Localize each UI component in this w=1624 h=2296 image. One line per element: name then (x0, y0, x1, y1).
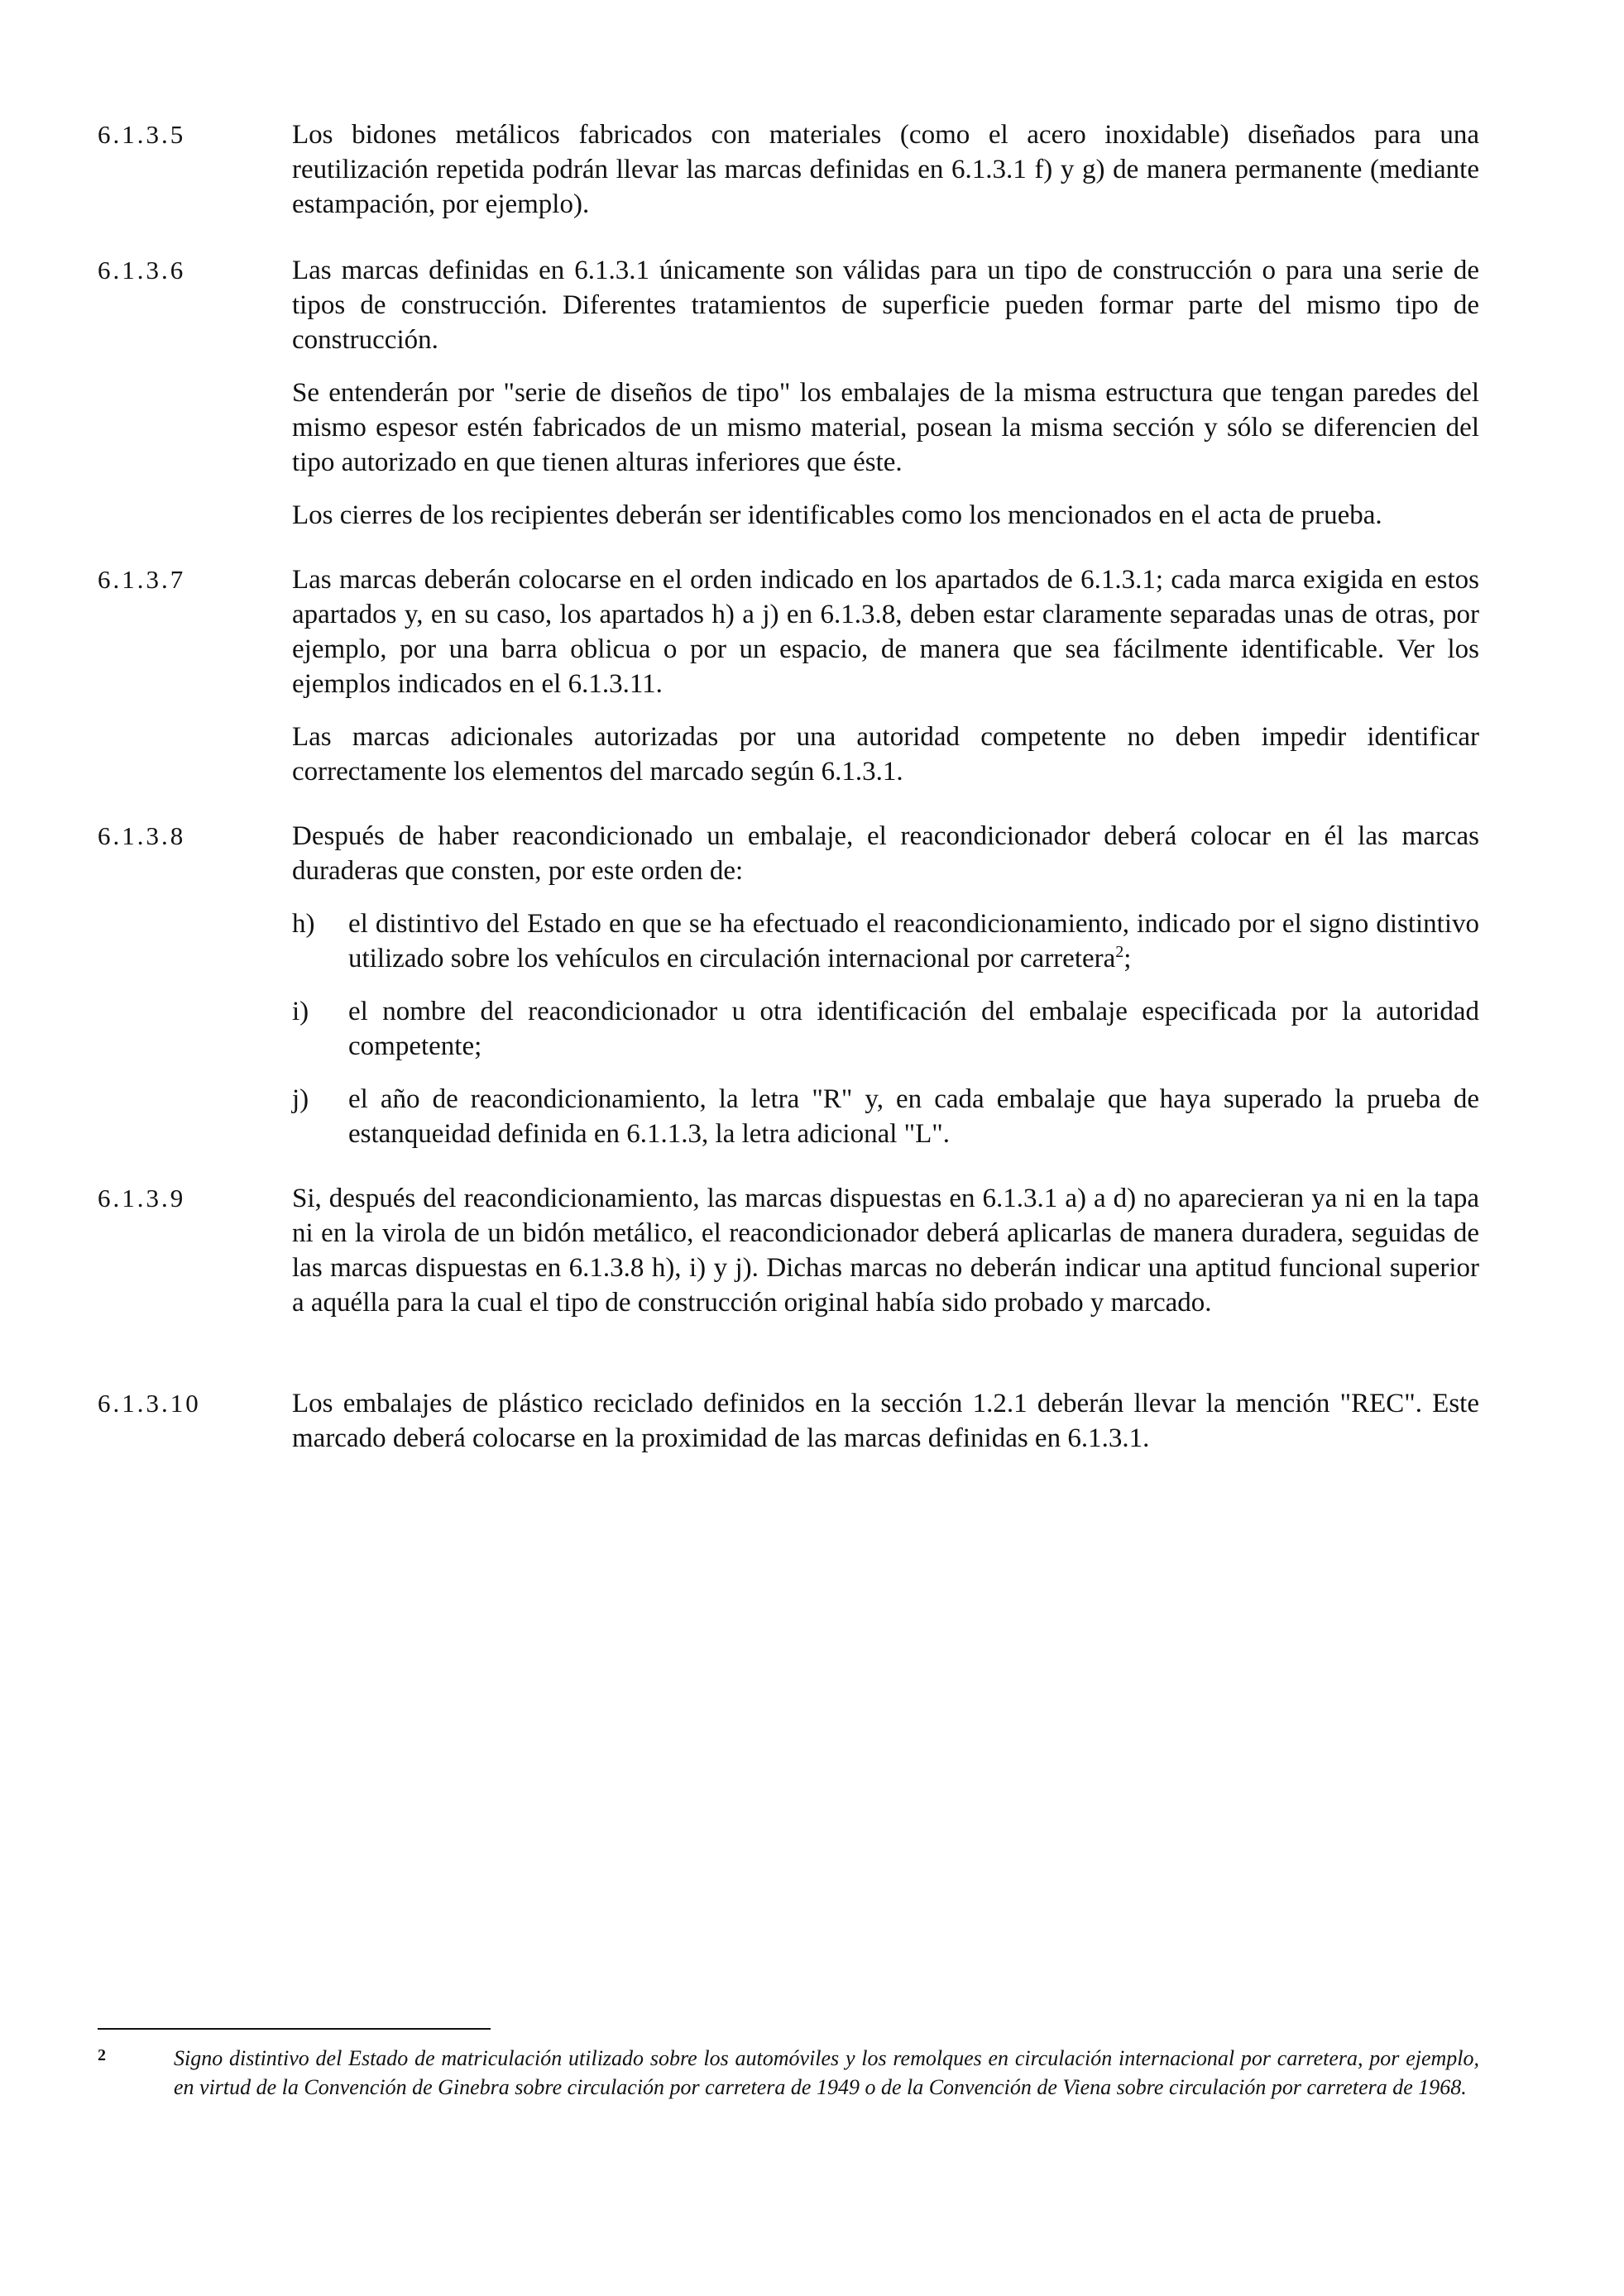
footnote-number: 2 (98, 2046, 106, 2064)
section-number: 6.1.3.10 (98, 1389, 201, 1418)
paragraph: Si, después del reacondicionamiento, las marcas dispuestas en 6.1.3.1 a) a d) no aparecieran ya ni en la tapa ni en la virola de un bidón metálico, el reacondicionador deberá aplicarlas de manera duradera, seguidas de las marcas dispuestas en 6.1.3.8 h), i) y j). Dichas marcas no deberán indicar una aptitud funcional superior a aquélla para la cual el tipo de construcción original había sido probado y marcado. (292, 1184, 1479, 1318)
list-item (292, 994, 1479, 1064)
item-text-body: el distintivo del Estado en que se ha efectuado el reacondicionamiento, indicado por el signo distintivo utilizado sobre los vehículos en circulación internacional por carretera (348, 909, 1479, 973)
section-number: 6.1.3.6 (98, 256, 186, 285)
item-label: i) (292, 997, 309, 1026)
item-text (348, 906, 1479, 976)
footnote-divider (98, 2028, 491, 2030)
paragraph: Se entenderán por "serie de diseños de tipo" los embalajes de la misma estructura que tengan paredes del mismo espesor estén fabricados de un mismo material, posean la misma sección y sólo se diferencien del tipo autorizado en que tienen alturas inferiores que éste. (292, 378, 1479, 477)
section-body (292, 819, 1479, 1170)
item-text: el año de reacondicionamiento, la letra "R" y, en cada embalaje que haya superado la prueba de estanqueidad definida en 6.1.1.3, la letra adicional "L". (348, 1084, 1479, 1149)
item-text: el nombre del reacondicionador u otra identificación del embalaje especificada por la autoridad competente; (348, 997, 1479, 1061)
section-number: 6.1.3.9 (98, 1184, 186, 1213)
section-number: 6.1.3.7 (98, 565, 186, 594)
section-number: 6.1.3.5 (98, 120, 186, 149)
footnote-reference[interactable]: 2 (1115, 943, 1124, 961)
paragraph: Las marcas deberán colocarse en el orden indicado en los apartados de 6.1.3.1; cada marca exigida en estos apartados y, en su caso, los apartados h) a j) en 6.1.3.8, deben estar claramente separadas unas de otras, por ejemplo, por una barra oblicua o por un espacio, de manera que sea fácilmente identificable. Ver los ejemplos indicados en el 6.1.3.11. (292, 565, 1479, 699)
section-body (292, 253, 1479, 551)
footnote-text: Signo distintivo del Estado de matriculación utilizado sobre los automóviles y los remolques en circulación internacional por carretera, por ejemplo, en virtud de la Convención de Ginebra sobre circulación por carretera de 1949 o de la Convención de Viena sobre circulación por carretera de 1968. (174, 2046, 1479, 2099)
list-item (292, 1082, 1479, 1151)
section-body (292, 1181, 1479, 1338)
item-label: h) (292, 909, 315, 939)
paragraph: Los embalajes de plástico reciclado definidos en la sección 1.2.1 deberán llevar la mención "REC". Este marcado deberá colocarse en la proximidad de las marcas definidas en 6.1.3.1. (292, 1389, 1479, 1453)
paragraph: Las marcas adicionales autorizadas por una autoridad competente no deben impedir identificar correctamente los elementos del marcado según 6.1.3.1. (292, 722, 1479, 787)
section-body (292, 117, 1479, 240)
paragraph: Después de haber reacondicionado un embalaje, el reacondicionador deberá colocar en él las marcas duraderas que consten, por este orden de: (292, 821, 1479, 886)
section-number: 6.1.3.8 (98, 821, 186, 850)
item-text-end: ; (1123, 944, 1132, 973)
list-item (292, 906, 1479, 976)
paragraph: Las marcas definidas en 6.1.3.1 únicamente son válidas para un tipo de construcción o para una serie de tipos de construcción. Diferentes tratamientos de superficie pueden formar parte del mismo tipo de construcción. (292, 256, 1479, 355)
section-body (292, 562, 1479, 807)
paragraph: Los bidones metálicos fabricados con materiales (como el acero inoxidable) diseñados para una reutilización repetida podrán llevar las marcas definidas en 6.1.3.1 f) y g) de manera permanente (mediante estampación, por ejemplo). (292, 120, 1479, 219)
item-label: j) (292, 1084, 309, 1114)
section-body (292, 1386, 1479, 1474)
paragraph: Los cierres de los recipientes deberán ser identificables como los mencionados en el acta de prueba. (292, 500, 1382, 530)
